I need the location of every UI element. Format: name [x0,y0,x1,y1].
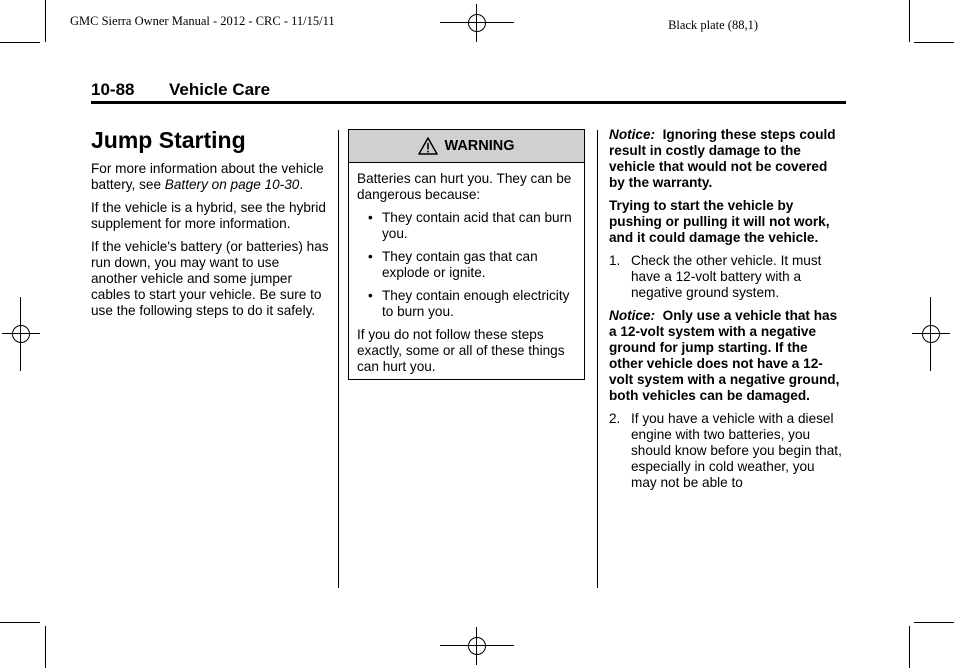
warning-box [348,129,585,380]
paragraph-text: For more information about the vehicle battery, see [91,161,324,192]
crop-mark [45,626,46,668]
section-title: Vehicle Care [169,80,271,99]
warning-icon [418,137,438,155]
warning-list [357,210,576,320]
column-3 [609,127,844,498]
crop-mark [0,622,40,623]
bullet: • [368,288,373,303]
step-number: 2. [609,411,621,426]
paragraph: If the vehicle is a hybrid, see the hybrid supplement for more information. [91,200,326,231]
column-divider [597,130,598,588]
warning-header [349,130,584,163]
step-text: Check the other vehicle. It must have a 12-volt battery with a negative ground system. [631,253,822,300]
notice-paragraph [609,308,844,404]
notice-text: Ignoring these steps could result in costly damage to the vehicle that would not be covered by the warranty. [609,127,836,190]
column-1 [91,127,329,326]
list-item-text: They contain acid that can burn you. [382,210,572,241]
crop-mark [914,42,954,43]
crop-mark [909,626,910,668]
print-header-right: Black plate (88,1) [668,18,758,32]
paragraph: If the vehicle's battery (or batteries) has run down, you may want to use another vehicle and some jumper cables to start your vehicle. Be sure to use the following steps to do it safely. [91,239,329,318]
cross-reference-link[interactable]: Battery on page 10-30 [164,177,300,192]
print-header-left: GMC Sierra Owner Manual - 2012 - CRC - 11/15/11 [70,14,335,28]
notice-text: Only use a vehicle that has a 12-volt system with a negative ground for jump starting. If the other vehicle does not have a 12-volt system with a negative ground, both vehicles can be damaged. [609,308,840,403]
list-item [357,210,576,242]
section-heading [91,80,270,100]
page-title: Jump Starting [91,127,246,153]
step-item [609,253,844,301]
warning-outro: If you do not follow these steps exactly, some or all of these things can hurt you. [357,327,565,374]
step-number: 1. [609,253,621,268]
list-item [357,249,576,281]
registration-mark-right [912,315,950,353]
bullet: • [368,210,373,225]
notice-paragraph [609,127,844,191]
registration-mark-left [2,315,40,353]
crop-mark [909,0,910,42]
paragraph-text: . [299,177,304,192]
notice-label: Notice: [609,127,656,142]
registration-mark-top [458,4,496,42]
step-item [609,411,844,491]
crop-mark [0,42,40,43]
warning-intro: Batteries can hurt you. They can be dangerous because: [357,171,572,202]
crop-mark [45,0,46,42]
column-divider [338,130,339,588]
bullet: • [368,249,373,264]
bold-paragraph: Trying to start the vehicle by pushing or pulling it will not work, and it could damage the vehicle. [609,198,830,245]
section-rule [91,101,846,104]
registration-mark-bottom [458,627,496,665]
notice-label: Notice: [609,308,656,323]
list-item-text: They contain gas that can explode or ignite. [382,249,538,280]
warning-label: WARNING [444,138,515,154]
paragraph [91,161,329,193]
step-text: If you have a vehicle with a diesel engine with two batteries, you should know before you begin that, especially in cold weather, you may not be able to [631,411,842,490]
list-item [357,288,576,320]
list-item-text: They contain enough electricity to burn you. [382,288,570,319]
crop-mark [914,622,954,623]
page-number: 10-88 [91,80,135,99]
warning-body [349,163,584,375]
